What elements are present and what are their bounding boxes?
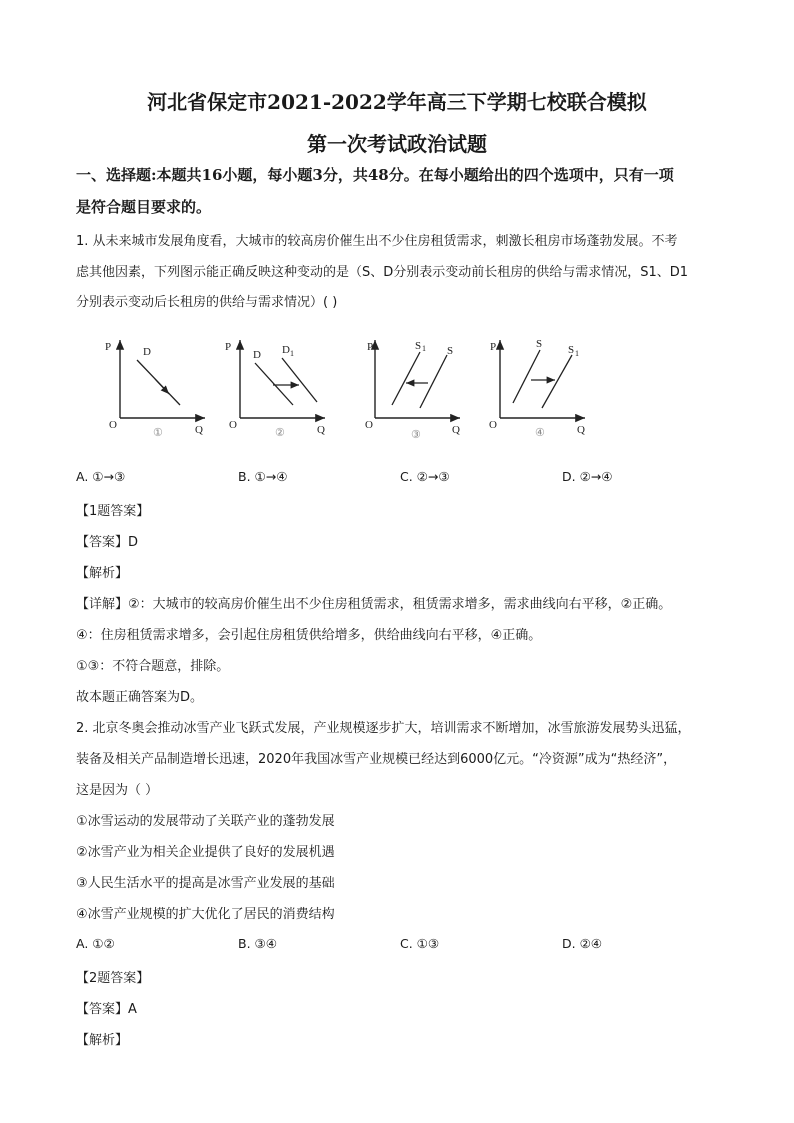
graph-2-p-label: P <box>225 341 232 353</box>
q2-option-b: B. ③④ <box>238 936 277 951</box>
q1-analysis-line3: ①③：不符合题意，排除。 <box>76 659 230 674</box>
section-heading-line1: 一、选择题:本题共16小题，每小题3分，共48分。在每小题给出的四个选项中，只有一项 <box>76 166 674 184</box>
graph-2 <box>225 340 325 439</box>
q1-option-b: B. ①→④ <box>238 469 288 484</box>
q1-stem-line3: 分别表示变动后长租房的供给与需求情况）( ) <box>76 295 338 310</box>
graph-2-q-label: Q <box>317 424 325 436</box>
graph-1-d-label: D <box>143 346 151 358</box>
graph-2-d-label: D <box>253 349 261 361</box>
q1-graphs-svg <box>95 330 615 445</box>
q1-option-c: C. ②→③ <box>400 469 450 484</box>
graph-2-d1-subscript: 1 <box>290 349 294 358</box>
graph-4-s-label: S <box>536 338 543 350</box>
graph-3-s1-subscript: 1 <box>422 344 426 353</box>
q1-analysis-header: 【解析】 <box>76 566 129 581</box>
q1-answer-header: 【1题答案】 <box>76 504 150 519</box>
graph-4-p-label: P <box>490 341 497 353</box>
graph-1-o-label: O <box>109 419 117 431</box>
graph-4-s1-label: S <box>568 344 575 356</box>
graph-1 <box>105 340 205 439</box>
graph-2-number: ② <box>275 427 285 439</box>
graph-3-q-label: Q <box>452 424 460 436</box>
graph-3 <box>365 340 460 441</box>
q2-stem-line2: 装备及相关产品制造增长迅速，2020年我国冰雪产业规模已经达到6000亿元。“冷资源”成为“热经济”， <box>76 752 677 767</box>
section-heading-line2: 是符合题目要求的。 <box>76 198 212 216</box>
graph-1-q-label: Q <box>195 424 203 436</box>
graph-2-d1-label: D <box>282 344 290 356</box>
q2-answer-header: 【2题答案】 <box>76 971 150 986</box>
q1-analysis-line1: 【详解】②：大城市的较高房价催生出不少住房租赁需求，租赁需求增多，需求曲线向右平移，②正确。 <box>76 597 672 612</box>
q1-stem-line2: 虑其他因素，下列图示能正确反映这种变动的是（S、D分别表示变动前长租房的供给与需求情况，S1、D1 <box>76 265 689 280</box>
q2-analysis-header: 【解析】 <box>76 1033 129 1048</box>
q1-analysis-line2: ④：住房租赁需求增多，会引起住房租赁供给增多，供给曲线向右平移，④正确。 <box>76 628 542 643</box>
q2-item-4: ④冰雪产业规模的扩大优化了居民的消费结构 <box>76 907 335 922</box>
graph-3-number: ③ <box>411 429 421 441</box>
q1-stem-line1: 1. 从未来城市发展角度看，大城市的较高房价催生出不少住房租赁需求，刺激长租房市场蓬勃发展。不考 <box>76 234 678 249</box>
q2-item-1: ①冰雪运动的发展带动了关联产业的蓬勃发展 <box>76 814 335 829</box>
graph-4-o-label: O <box>489 419 497 431</box>
q1-analysis-line4: 故本题正确答案为D。 <box>76 690 204 705</box>
document-title-line1: 河北省保定市2021-2022学年高三下学期七校联合模拟 <box>147 90 647 114</box>
q2-answer: 【答案】A <box>76 1002 137 1017</box>
q1-option-d: D. ②→④ <box>562 469 613 484</box>
graph-1-number: ① <box>153 427 163 439</box>
q1-option-a: A. ①→③ <box>76 469 126 484</box>
q2-option-c: C. ①③ <box>400 936 440 951</box>
q1-answer: 【答案】D <box>76 535 139 550</box>
graph-4 <box>489 338 585 439</box>
graph-4-number: ④ <box>535 427 545 439</box>
document-title-line2: 第一次考试政治试题 <box>307 132 487 156</box>
q2-stem-line3: 这是因为（ ） <box>76 783 159 798</box>
graph-1-p-label: P <box>105 341 112 353</box>
q2-option-a: A. ①② <box>76 936 115 951</box>
q2-stem-line1: 2. 北京冬奥会推动冰雪产业飞跃式发展，产业规模逐步扩大，培训需求不断增加，冰雪旅游发展势头迅猛， <box>76 721 691 736</box>
q2-option-d: D. ②④ <box>562 936 602 951</box>
q2-item-2: ②冰雪产业为相关企业提供了良好的发展机遇 <box>76 845 335 860</box>
graph-3-s1-label: S <box>415 340 422 352</box>
graph-2-o-label: O <box>229 419 237 431</box>
q1-graphs <box>95 330 615 445</box>
graph-3-p-label: P <box>367 341 374 353</box>
graph-4-s1-subscript: 1 <box>575 349 579 358</box>
graph-3-o-label: O <box>365 419 373 431</box>
graph-3-s-label: S <box>447 345 454 357</box>
graph-4-q-label: Q <box>577 424 585 436</box>
q2-item-3: ③人民生活水平的提高是冰雪产业发展的基础 <box>76 876 335 891</box>
